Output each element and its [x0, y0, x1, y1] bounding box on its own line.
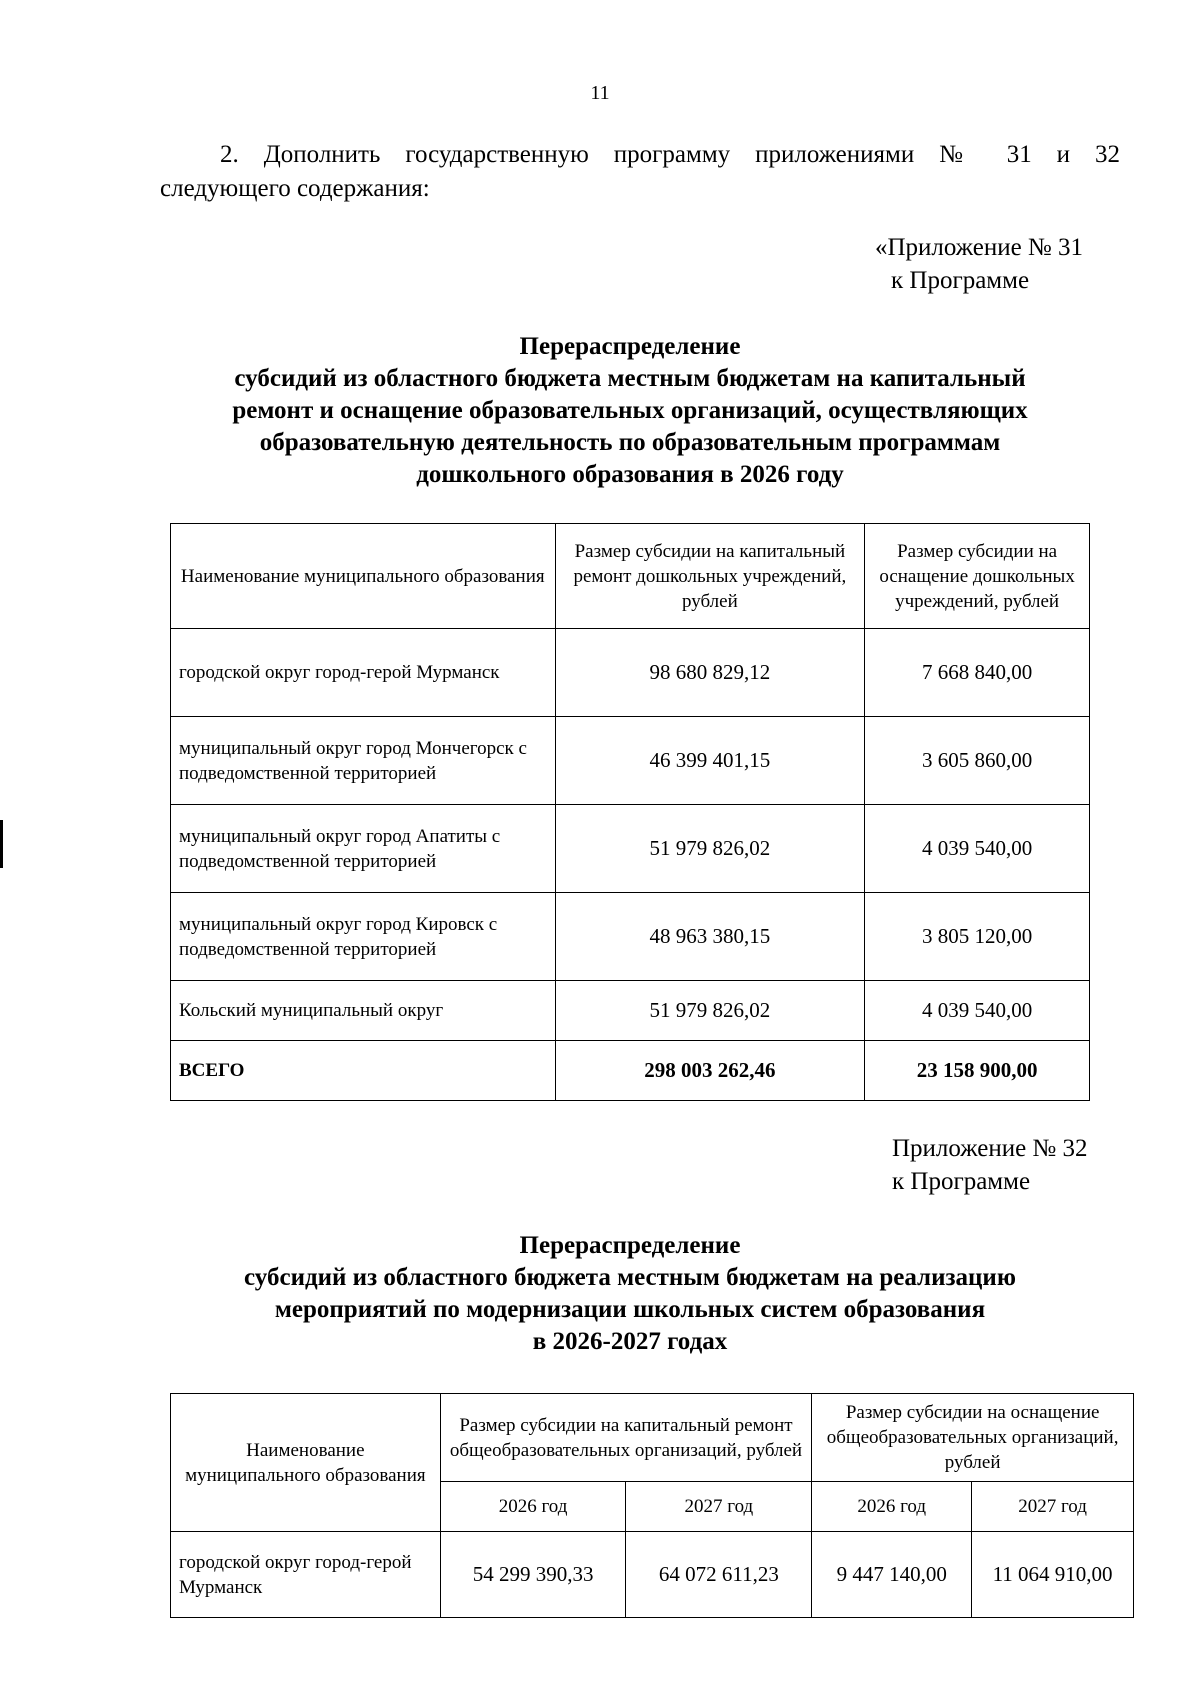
heading-32-line-3: в 2026-2027 годах — [532, 1328, 728, 1355]
row-equip-2027: 11 064 910,00 — [972, 1532, 1134, 1618]
year-2027-equip: 2027 год — [972, 1482, 1134, 1532]
appendix-31-line-2: к Программе — [891, 267, 1030, 294]
appendix-31-line-1: «Приложение № 31 — [875, 234, 1084, 261]
table-31-header-name: Наименование муниципального образования — [171, 524, 556, 629]
year-2026-repair: 2026 год — [440, 1482, 626, 1532]
row-repair: 51 979 826,02 — [555, 805, 865, 893]
table-31 — [170, 523, 1090, 1101]
row-name: городской округ город-герой Мурманск — [171, 1532, 441, 1618]
scan-margin-mark — [0, 820, 3, 868]
appendix-32-line-2: к Программе — [892, 1168, 1031, 1195]
heading-31-line-1: субсидий из областного бюджета местным бюджетам на капитальный — [234, 365, 1026, 392]
table-row — [171, 981, 1090, 1041]
table-row — [171, 629, 1090, 717]
intro-line-1: 2. Дополнить государственную программу приложениями № 31 и 32 — [220, 141, 1120, 168]
table-row — [171, 1532, 1134, 1618]
table-row — [171, 717, 1090, 805]
row-name: муниципальный округ город Кировск с подведомственной территорией — [171, 893, 556, 981]
row-name: муниципальный округ город Апатиты с подведомственной территорией — [171, 805, 556, 893]
appendix-32-label — [892, 1132, 1088, 1198]
heading-32-title: Перераспределение — [519, 1232, 741, 1259]
heading-31-title: Перераспределение — [519, 333, 741, 360]
table-32-header-repair: Размер субсидии на капитальный ремонт общеобразовательных организаций, рублей — [440, 1394, 812, 1482]
table-31-header-row — [171, 524, 1090, 629]
year-2027-repair: 2027 год — [626, 1482, 812, 1532]
row-name: муниципальный округ город Мончегорск с подведомственной территорией — [171, 717, 556, 805]
page-number: 11 — [590, 82, 610, 104]
row-repair-2027: 64 072 611,23 — [626, 1532, 812, 1618]
heading-31-line-4: дошкольного образования в 2026 году — [416, 461, 844, 488]
row-repair: 51 979 826,02 — [555, 981, 865, 1041]
row-equip: 4 039 540,00 — [865, 981, 1090, 1041]
row-name: городской округ город-герой Мурманск — [171, 629, 556, 717]
table-31-header-equip: Размер субсидии на оснащение дошкольных учреждений, рублей — [865, 524, 1090, 629]
table-32-header-row — [171, 1394, 1134, 1482]
row-name: Кольский муниципальный округ — [171, 981, 556, 1041]
heading-32-line-1: субсидий из областного бюджета местным бюджетам на реализацию — [244, 1264, 1016, 1291]
table-31-header-repair: Размер субсидии на капитальный ремонт дошкольных учреждений, рублей — [555, 524, 865, 629]
row-equip-2026: 9 447 140,00 — [812, 1532, 972, 1618]
table-32-header-equip: Размер субсидии на оснащение общеобразовательных организаций, рублей — [812, 1394, 1134, 1482]
row-equip: 3 805 120,00 — [865, 893, 1090, 981]
row-repair: 98 680 829,12 — [555, 629, 865, 717]
year-2026-equip: 2026 год — [812, 1482, 972, 1532]
total-equip: 23 158 900,00 — [865, 1041, 1090, 1101]
row-repair: 48 963 380,15 — [555, 893, 865, 981]
total-repair: 298 003 262,46 — [555, 1041, 865, 1101]
intro-line-2: следующего содержания: — [160, 175, 430, 202]
intro-paragraph — [160, 138, 1120, 206]
heading-31-line-2: ремонт и оснащение образовательных организаций, осуществляющих — [232, 397, 1028, 424]
row-equip: 3 605 860,00 — [865, 717, 1090, 805]
row-repair: 46 399 401,15 — [555, 717, 865, 805]
appendix-31-label — [875, 231, 1083, 297]
heading-31 — [140, 331, 1120, 491]
appendix-32-line-1: Приложение № 32 — [892, 1135, 1088, 1162]
table-31-total-row — [171, 1041, 1090, 1101]
total-label: ВСЕГО — [171, 1041, 556, 1101]
table-row — [171, 805, 1090, 893]
table-32 — [170, 1393, 1134, 1618]
heading-32-line-2: мероприятий по модернизации школьных систем образования — [274, 1296, 986, 1323]
table-32-header-name: Наименование муниципального образования — [171, 1394, 441, 1532]
row-equip: 7 668 840,00 — [865, 629, 1090, 717]
heading-31-line-3: образовательную деятельность по образовательным программам — [259, 429, 1001, 456]
heading-32 — [140, 1230, 1120, 1358]
row-equip: 4 039 540,00 — [865, 805, 1090, 893]
row-repair-2026: 54 299 390,33 — [440, 1532, 626, 1618]
table-row — [171, 893, 1090, 981]
